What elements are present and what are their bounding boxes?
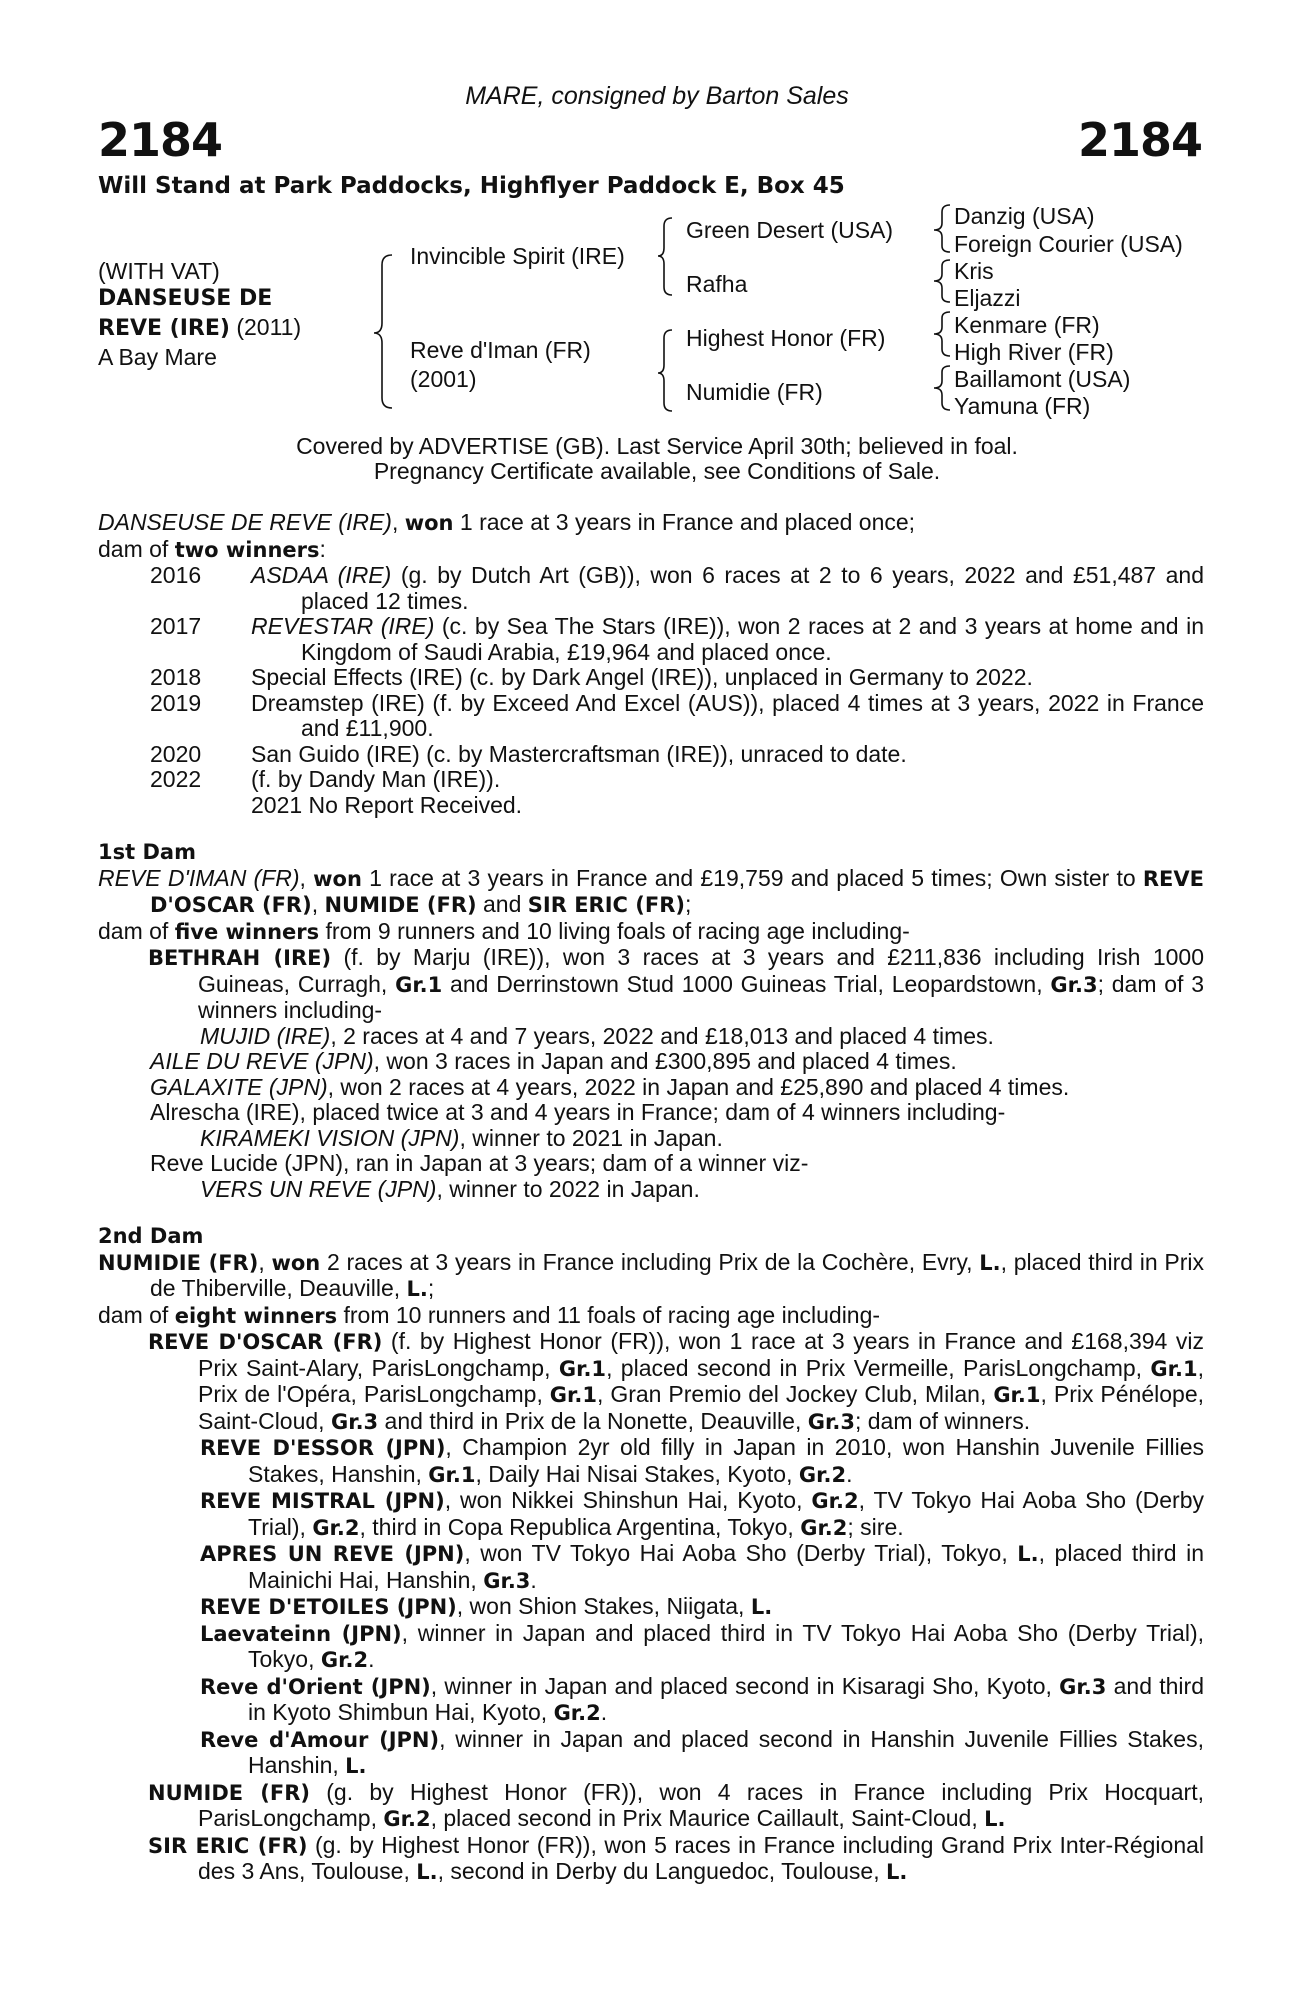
- produce-row: [98, 742, 1204, 768]
- text-run: , Gran Premio del Jockey Club, Milan,: [596, 1381, 994, 1407]
- produce-name: REVESTAR (IRE): [251, 613, 435, 639]
- text-run: , Champion 2yr old filly in Japan in 2010, won Hanshin Juvenile Fillies Stakes, Hanshin,: [248, 1434, 1204, 1487]
- text-run: (g. by Highest Honor (FR)), won 4 races in France including Prix Hocquart, ParisLongchamp,: [198, 1778, 1205, 1831]
- offspring-laevateinn: [98, 1621, 1204, 1674]
- text-run: ,: [258, 1248, 272, 1275]
- listed-badge: L.: [416, 1860, 438, 1884]
- stand-location: Will Stand at Park Paddocks, Highflyer Paddock E, Box 45: [98, 173, 845, 199]
- brace-dd: [934, 366, 950, 410]
- text-run: , second in Derby du Languedoc, Toulouse,: [437, 1858, 886, 1884]
- grade-badge: Gr.1: [1150, 1356, 1198, 1381]
- text-run: (g. by Highest Honor (FR)), won 5 races in France including Grand Prix Inter-Régional des 3 Ans, Toulouse,: [198, 1831, 1205, 1884]
- first-dam-produce-summary: [98, 919, 1204, 946]
- text-run: ; dam of winners.: [854, 1407, 1031, 1434]
- offspring-reve-mistral: [98, 1488, 1204, 1541]
- produce-name: ASDAA (IRE): [251, 562, 392, 588]
- text-run: (f. by Marju (IRE)), won 3 races at 3 years and £211,836 including Irish 1000 Guineas, Curragh,: [198, 944, 1205, 997]
- two-winners: two winners: [174, 537, 320, 562]
- ped-sss: Danzig (USA): [954, 203, 1095, 229]
- produce-intro: DANSEUSE DE REVE (IRE), won 1 race at 3 years in France and placed once;: [98, 509, 916, 535]
- offspring-name: REVE D'OSCAR (FR): [148, 1330, 383, 1354]
- text-run: and third in Prix de la Nonette, Deauville,: [378, 1407, 808, 1434]
- grade-badge: Gr.1: [395, 972, 443, 997]
- ped-sire-sire: Green Desert (USA): [686, 217, 894, 243]
- text-run: , Daily Hai Nisai Stakes, Kyoto,: [475, 1460, 799, 1487]
- covering-note: [0, 434, 1314, 484]
- second-dam-record: [98, 1250, 1204, 1303]
- ped-sire-dam: Rafha: [686, 271, 748, 297]
- grade-badge: Gr.2: [811, 1489, 859, 1513]
- listed-badge: L.: [750, 1595, 773, 1619]
- sibling-name: REVE D'OSCAR (FR): [150, 866, 1204, 917]
- produce-detail: San Guido (IRE) (c. by Mastercraftsman (IRE)), unraced to date.: [251, 740, 907, 767]
- offspring-reve-detoiles: [98, 1594, 1204, 1621]
- offspring-bethrah: [98, 945, 1204, 1024]
- grade-badge: Gr.3: [807, 1409, 855, 1434]
- text-run: , winner in Japan and placed second in Kisaragi Sho, Kyoto,: [430, 1672, 1060, 1699]
- produce-year: 2016: [150, 562, 202, 588]
- colon: :: [319, 535, 326, 562]
- text-run: ,: [311, 891, 325, 917]
- offspring-galaxite: [98, 1075, 1204, 1101]
- vat-note: (WITH VAT): [98, 258, 220, 284]
- text-run: , Prix Pénélope, Saint-Cloud,: [198, 1381, 1204, 1434]
- text-run: , winner in Japan and placed second in Hanshin Juvenile Fillies Stakes, Hanshin,: [248, 1725, 1204, 1778]
- offspring-alrescha: Alrescha (IRE), placed twice at 3 and 4 years in France; dam of 4 winners including-: [150, 1099, 1006, 1125]
- won-label: won: [313, 866, 362, 891]
- offspring-name: KIRAMEKI VISION (JPN): [200, 1124, 460, 1151]
- grade-badge: Gr.3: [330, 1409, 379, 1434]
- text-run: from 10 runners and 11 foals of racing age including-: [337, 1301, 881, 1328]
- eight-winners: eight winners: [174, 1303, 338, 1328]
- text-run: ;: [427, 1275, 435, 1301]
- second-dam-produce-summary: [98, 1303, 1204, 1330]
- consignor-line: MARE, consigned by Barton Sales: [465, 82, 849, 110]
- offspring-name: NUMIDE (FR): [148, 1780, 311, 1805]
- covered-line1: Covered by ADVERTISE (GB). Last Service April 30th; believed in foal.: [296, 433, 1018, 459]
- horse-description: A Bay Mare: [98, 344, 217, 370]
- produce-text: [251, 793, 1204, 819]
- grade-badge: Gr.1: [993, 1383, 1041, 1407]
- offspring-name: REVE D'ETOILES (JPN): [200, 1595, 457, 1619]
- grade-badge: Gr.2: [320, 1648, 369, 1672]
- ped-dam: Reve d'Iman (FR): [410, 337, 591, 363]
- horse-name-line1: DANSEUSE DE: [98, 286, 273, 311]
- dam-of-label: dam of: [98, 535, 175, 562]
- ped-sdd: Eljazzi: [954, 285, 1021, 311]
- text-run: , placed third in Prix de Thiberville, Deauville,: [150, 1248, 1205, 1301]
- text-run: .: [846, 1460, 853, 1487]
- text-run: and third in Kyoto Shimbun Hai, Kyoto,: [248, 1672, 1204, 1725]
- text-run: , placed second in Prix Vermeille, ParisLongchamp,: [606, 1354, 1151, 1381]
- text-run: , Prix de l'Opéra, ParisLongchamp,: [198, 1354, 1204, 1407]
- offspring-name: Reve d'Orient (JPN): [200, 1674, 431, 1699]
- offspring-reve-dorient: [98, 1674, 1204, 1727]
- produce-row: [98, 665, 1204, 691]
- produce-year: 2017: [150, 613, 202, 639]
- text-run: , won 3 races in Japan and £300,895 and placed 4 times.: [373, 1048, 957, 1074]
- text-run: , won 2 races at 4 years, 2022 in Japan and £25,890 and placed 4 times.: [327, 1073, 1070, 1100]
- produce-year: 2022: [150, 766, 202, 792]
- listed-badge: L.: [406, 1277, 428, 1301]
- text-run: .: [600, 1699, 608, 1725]
- horse-name-part2: REVE (IRE): [98, 316, 230, 341]
- first-dam-name: REVE D'IMAN (FR): [98, 864, 300, 891]
- text-run: 1 race at 3 years in France and £19,759 and placed 5 times; Own sister to: [361, 864, 1143, 891]
- grade-badge: Gr.3: [483, 1568, 531, 1593]
- grade-badge: Gr.2: [798, 1462, 847, 1487]
- text-run: and: [476, 891, 528, 917]
- five-winners: five winners: [174, 919, 320, 944]
- text-run: , winner to 2021 in Japan.: [459, 1124, 723, 1151]
- text-run: , placed second in Prix Maurice Caillault, Saint-Cloud,: [430, 1805, 985, 1831]
- lot-number-left: 2184: [98, 113, 223, 167]
- first-dam-heading: 1st Dam: [98, 840, 196, 864]
- lot-number-right: 2184: [1077, 113, 1202, 167]
- brace-sd: [934, 260, 950, 302]
- offspring-apres-un-reve: [98, 1541, 1204, 1594]
- grade-badge: Gr.2: [553, 1701, 601, 1725]
- produce-detail: Special Effects (IRE) (c. by Dark Angel (IRE)), unplaced in Germany to 2022.: [251, 664, 1033, 690]
- produce-text: [251, 563, 1204, 614]
- text-run: dam of: [98, 917, 175, 944]
- produce-row: [98, 614, 1204, 665]
- produce-list: [98, 563, 1204, 818]
- offspring-aile: [98, 1049, 1204, 1075]
- produce-row: [98, 691, 1204, 742]
- ped-dam-sire: Highest Honor (FR): [686, 325, 886, 351]
- offspring-numide: [98, 1780, 1204, 1833]
- produce-detail: (g. by Dutch Art (GB)), won 6 races at 2 to 6 years, 2022 and £51,487 and placed 12 times.: [301, 562, 1204, 614]
- offspring-mujid: [98, 1024, 1204, 1050]
- listed-badge: L.: [885, 1860, 908, 1884]
- ped-ddd: Yamuna (FR): [954, 393, 1091, 419]
- text-run: ; dam of 3 winners including-: [198, 970, 1204, 1023]
- first-dam-record: REVE D'IMAN (FR), won 1 race at 3 years in France and £19,759 and placed 5 times; Own sister to REVE D'OSCAR (FR), NUMIDE (FR) and SIR ERIC (FR);: [98, 864, 1204, 917]
- produce-text: [251, 742, 1204, 768]
- foaling-year: (2011): [229, 314, 302, 340]
- offspring-name: REVE MISTRAL (JPN): [200, 1489, 445, 1513]
- text-run: , placed third in Mainichi Hai, Hanshin,: [248, 1540, 1205, 1593]
- produce-year: [98, 793, 251, 819]
- text-run: .: [368, 1646, 375, 1672]
- grade-badge: Gr.3: [1059, 1674, 1107, 1699]
- offspring-name: AILE DU REVE (JPN): [150, 1048, 374, 1074]
- produce-dam-of: [98, 537, 1204, 564]
- second-dam-name: NUMIDIE (FR): [98, 1250, 259, 1275]
- brace-ds: [934, 312, 950, 356]
- produce-intro-text: 1 race at 3 years in France and placed once;: [453, 509, 916, 535]
- produce-detail: (c. by Sea The Stars (IRE)), won 2 races at 2 and 3 years at home and in Kingdom of Saudi Arabia, £19,964 and placed once.: [301, 613, 1204, 665]
- offspring-sir-eric: [98, 1833, 1204, 1886]
- listed-badge: L.: [345, 1754, 367, 1778]
- produce-year: 2020: [150, 740, 202, 767]
- text-run: dam of: [98, 1301, 175, 1328]
- offspring-name: MUJID (IRE): [200, 1022, 331, 1049]
- brace-sire: [658, 218, 672, 295]
- text-run: , 2 races at 4 and 7 years, 2022 and £18,013 and placed 4 times.: [330, 1022, 994, 1049]
- text-run: 2 races at 3 years in France including Prix de la Cochère, Evry,: [320, 1248, 980, 1275]
- offspring-name: Reve d'Amour (JPN): [200, 1727, 440, 1752]
- text-run: ; sire.: [847, 1513, 904, 1540]
- produce-detail: 2021 No Report Received.: [251, 791, 523, 818]
- offspring-kirameki: [98, 1126, 1204, 1152]
- text-run: , won Nikkei Shinshun Hai, Kyoto,: [444, 1487, 812, 1513]
- text-run: and Derrinstown Stud 1000 Guineas Trial, Leopardstown,: [442, 970, 1051, 997]
- offspring-reve-doscar: [98, 1329, 1204, 1435]
- ped-sds: Kris: [954, 258, 994, 284]
- produce-mare-name: DANSEUSE DE REVE (IRE): [98, 509, 392, 535]
- produce-text: [251, 614, 1204, 665]
- ped-dsd: High River (FR): [954, 339, 1114, 365]
- produce-text: [251, 767, 1204, 793]
- text-run: (f. by Highest Honor (FR)), won 1 race at 3 years in France and £168,394 viz Prix Saint-Alary, ParisLongchamp,: [198, 1328, 1204, 1381]
- produce-year: 2019: [150, 689, 202, 716]
- offspring-reve-damour: [98, 1727, 1204, 1780]
- grade-badge: Gr.2: [800, 1515, 848, 1540]
- grade-badge: Gr.3: [1050, 972, 1098, 997]
- won-label: won: [271, 1250, 321, 1275]
- offspring-reve-dessor: [98, 1435, 1204, 1488]
- produce-detail: (f. by Dandy Man (IRE)).: [251, 766, 501, 792]
- offspring-name: BETHRAH (IRE): [148, 946, 332, 970]
- brace-dam: [658, 330, 672, 411]
- text-run: from 9 runners and 10 living foals of racing age including-: [319, 917, 910, 944]
- offspring-lucide: Reve Lucide (JPN), ran in Japan at 3 years; dam of a winner viz-: [150, 1150, 809, 1176]
- text-run: , winner to 2022 in Japan.: [436, 1175, 700, 1202]
- offspring-vers: [98, 1177, 1204, 1203]
- produce-row: [98, 793, 1204, 819]
- text-run: , won TV Tokyo Hai Aoba Sho (Derby Trial), Tokyo,: [464, 1540, 1018, 1566]
- grade-badge: Gr.1: [558, 1356, 607, 1381]
- covered-line2: Pregnancy Certificate available, see Conditions of Sale.: [373, 458, 941, 484]
- text-run: , won Shion Stakes, Niigata,: [456, 1593, 751, 1619]
- grade-badge: Gr.1: [428, 1462, 476, 1487]
- produce-row: [98, 563, 1204, 614]
- offspring-name: SIR ERIC (FR): [148, 1833, 308, 1858]
- listed-badge: L.: [984, 1807, 1006, 1831]
- sibling-name: SIR ERIC (FR): [527, 893, 685, 917]
- produce-text: [251, 691, 1204, 742]
- grade-badge: Gr.2: [383, 1807, 431, 1831]
- offspring-name: REVE D'ESSOR (JPN): [200, 1436, 446, 1460]
- text-run: ;: [684, 891, 692, 917]
- produce-detail: Dreamstep (IRE) (f. by Exceed And Excel (AUS)), placed 4 times at 3 years, 2022 in France and £11,900.: [251, 689, 1204, 741]
- text-run: .: [530, 1566, 537, 1593]
- grade-badge: Gr.2: [312, 1515, 360, 1540]
- won-label: won: [404, 511, 454, 535]
- text-run: , winner in Japan and placed third in TV Tokyo Hai Aoba Sho (Derby Trial), Tokyo,: [248, 1619, 1204, 1672]
- ped-dam-dam: Numidie (FR): [686, 379, 823, 405]
- produce-text: [251, 665, 1204, 691]
- listed-badge: L.: [1017, 1542, 1039, 1566]
- second-dam-heading: 2nd Dam: [98, 1224, 204, 1248]
- produce-row: [98, 767, 1204, 793]
- offspring-name: VERS UN REVE (JPN): [200, 1175, 437, 1202]
- listed-badge: L.: [979, 1250, 1001, 1275]
- ped-dam-year: (2001): [410, 366, 477, 392]
- brace-main: [374, 255, 392, 408]
- ped-ssd: Foreign Courier (USA): [954, 231, 1183, 257]
- catalogue-body: [98, 510, 1204, 1886]
- ped-dss: Kenmare (FR): [954, 312, 1100, 338]
- ped-dds: Baillamont (USA): [954, 366, 1131, 392]
- grade-badge: Gr.1: [549, 1383, 597, 1407]
- brace-ss: [934, 205, 950, 252]
- text-run: , TV Tokyo Hai Aoba Sho (Derby Trial),: [248, 1487, 1204, 1540]
- text-run: , third in Copa Republica Argentina, Tokyo,: [359, 1513, 801, 1540]
- produce-year: 2018: [150, 664, 202, 690]
- ped-sire: Invincible Spirit (IRE): [410, 243, 625, 269]
- sibling-name: NUMIDE (FR): [324, 893, 477, 917]
- offspring-name: APRES UN REVE (JPN): [200, 1542, 465, 1566]
- offspring-name: Laevateinn (JPN): [200, 1621, 402, 1646]
- offspring-name: GALAXITE (JPN): [150, 1073, 328, 1100]
